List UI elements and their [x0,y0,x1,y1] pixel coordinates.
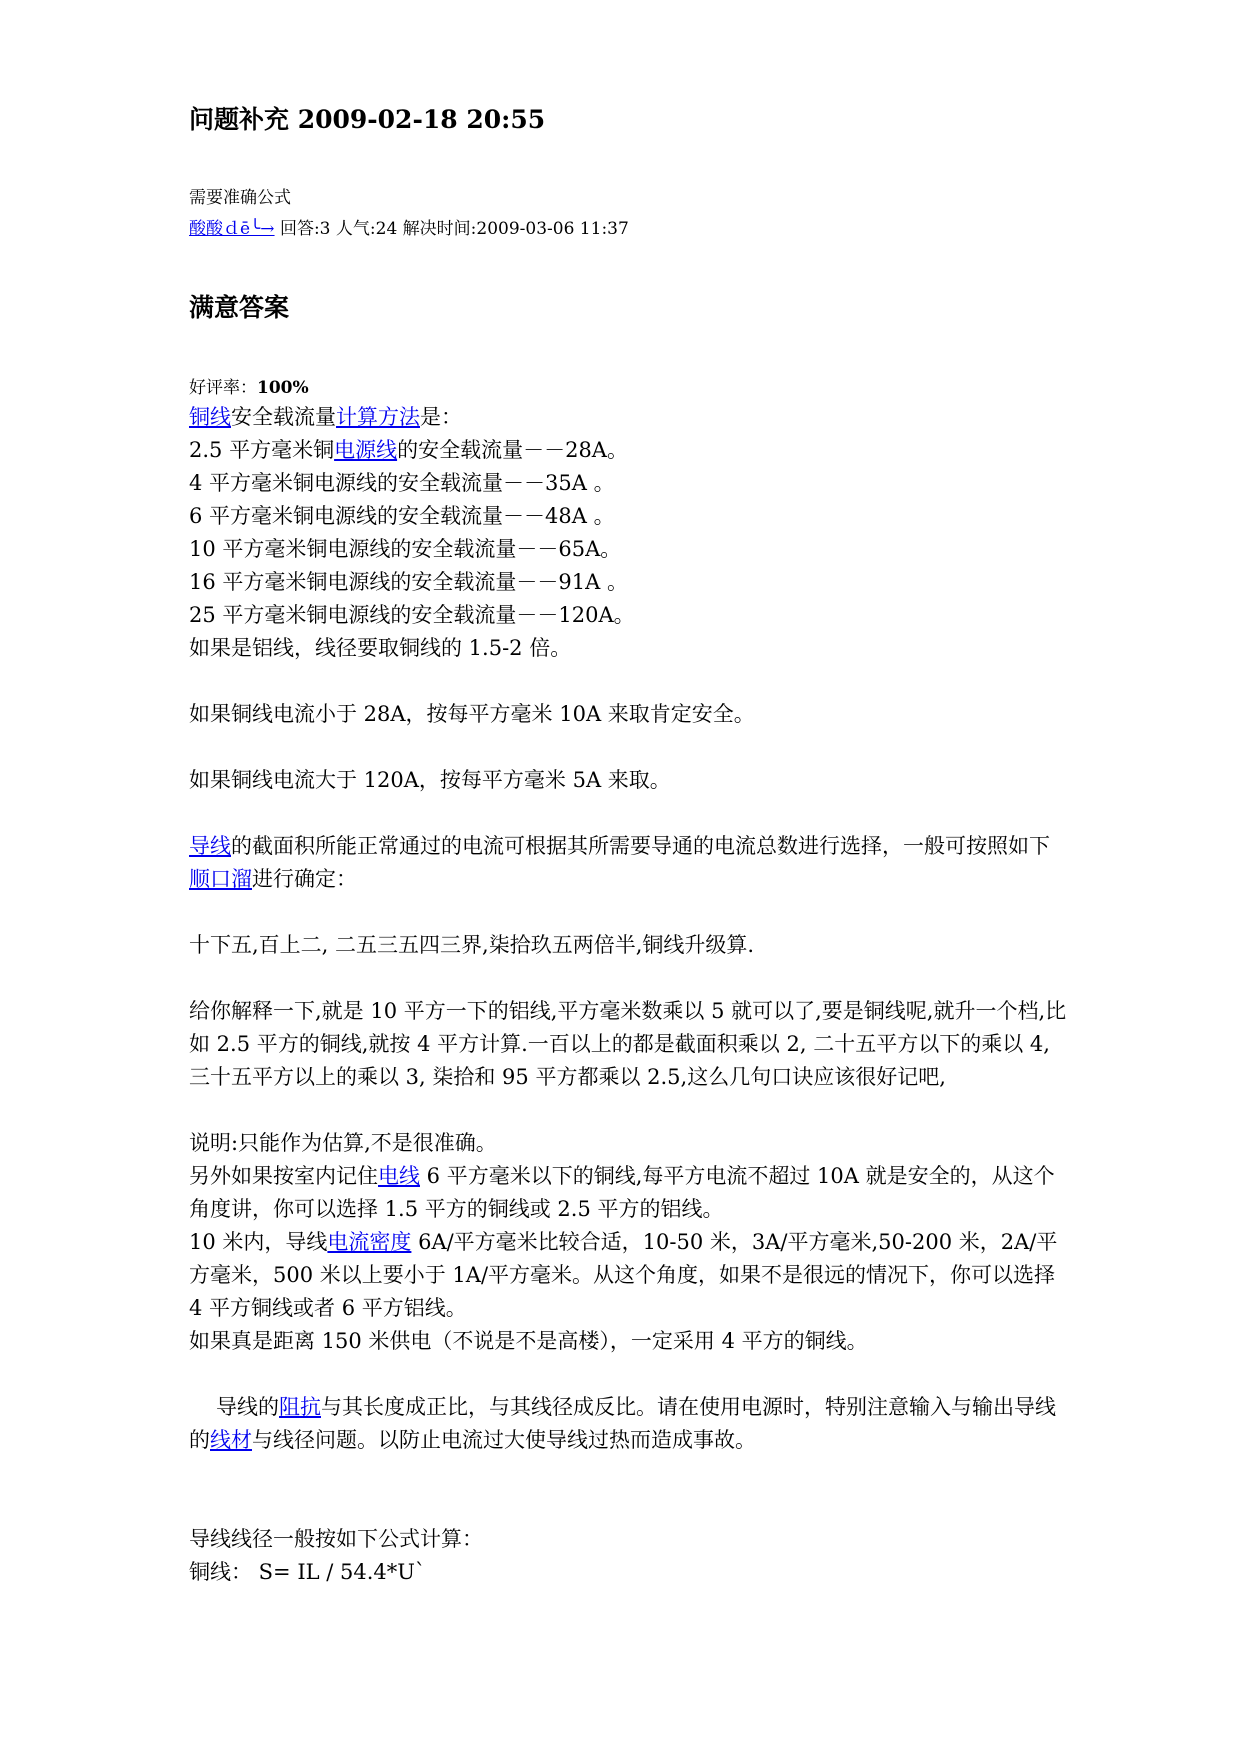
paragraph [189,1226,1069,1325]
link-power-cable[interactable]: 电源线 [334,438,398,462]
paragraph: 4 平方毫米铜电源线的安全载流量－－35A 。 [189,471,615,495]
text: 2.5 平方毫米铜 [189,438,335,462]
text: 6 平方毫米以下的铜线,每平方电流不超过 10A 就是安全的，从这个角度讲，你可以选择 1.5 平方的铜线或 2.5 平方的铝线。 [189,1164,1055,1221]
rating-value: 100% [257,378,309,398]
paragraph [189,1391,1069,1457]
paragraph: 25 平方毫米铜电源线的安全载流量－－120A。 [189,603,635,627]
link-current-density[interactable]: 电流密度 [327,1230,412,1254]
paragraph: 导线线径一般按如下公式计算： [189,1527,483,1551]
text: 10 米内，导线 [189,1230,328,1254]
question-text: 需要准确公式 [189,188,291,208]
question-meta: 回答:3 人气:24 解决时间:2009-03-06 11:37 [274,219,629,239]
link-conductor[interactable]: 导线 [189,834,231,858]
paragraph: 如果铜线电流小于 28A，按每平方毫米 10A 来取肯定安全。 [189,702,755,726]
text: 6A/平方毫米比较合适，10-50 米，3A/平方毫米,50-200 米，2A/平方毫米，500 米以上要小于 1A/平方毫米。从这个角度，如果不是很远的情况下，你可以选择 4 平方铜线或者 6 平方铝线。 [189,1230,1058,1320]
paragraph: 说明:只能作为估算,不是很准确。 [189,1131,497,1155]
link-wire-material[interactable]: 线材 [210,1428,252,1452]
text: 的安全载流量－－28A。 [397,438,628,462]
rating-label: 好评率： [189,378,257,398]
paragraph: 如果真是距离 150 米供电（不说是不是高楼），一定采用 4 平方的铜线。 [189,1329,868,1353]
user-link[interactable]: 酸酸ｄē╰→ [189,219,275,239]
paragraph [189,434,1069,467]
paragraph [189,830,1069,896]
text: 安全载流量 [231,405,336,429]
paragraph: 如果是铝线，线径要取铜线的 1.5-2 倍。 [189,636,572,660]
paragraph: 6 平方毫米铜电源线的安全载流量－－48A 。 [189,504,615,528]
paragraph [189,401,1069,434]
formula-line: 铜线： S= IL / 54.4*U` [189,1560,426,1584]
paragraph: 十下五,百上二, 二五三五四三界,柒拾玖五两倍半,铜线升级算. [189,933,755,957]
question-meta-line [189,214,629,239]
link-jingle[interactable]: 顺口溜 [189,867,252,891]
text: 与线径问题。以防止电流过大使导线过热而造成事故。 [252,1428,756,1452]
answer-body [189,401,1069,1589]
text: 进行确定： [252,867,357,891]
text: 是： [420,405,462,429]
text: 导线的 [216,1395,279,1419]
paragraph: 16 平方毫米铜电源线的安全载流量－－91A 。 [189,570,628,594]
text: 另外如果按室内记住 [189,1164,378,1188]
link-impedance[interactable]: 阻抗 [279,1395,321,1419]
paragraph: 10 平方毫米铜电源线的安全载流量－－65A。 [189,537,622,561]
supplement-title: 问题补充 2009-02-18 20:55 [189,105,546,134]
paragraph: 给你解释一下,就是 10 平方一下的铝线,平方毫米数乘以 5 就可以了,要是铜线呢,就升一个档,比如 2.5 平方的铜线,就按 4 平方计算.一百以上的都是截面积乘以 2, 二十五平方以下的乘以 4, 三十五平方以上的乘以 3, 柒拾和 95 平方都乘以 2.5,这么几句口诀应该很好记吧, [189,999,1067,1089]
paragraph [189,1160,1069,1226]
text: 与其长度成正比，与其线径成反比。请在使用电源时，特别注意输入与输出导线的 [189,1395,1056,1452]
link-electric-wire[interactable]: 电线 [378,1164,420,1188]
link-copper-wire[interactable]: 铜线 [189,405,231,429]
rating-line [189,373,309,398]
paragraph: 如果铜线电流大于 120A，按每平方毫米 5A 来取。 [189,768,671,792]
answer-heading: 满意答案 [189,293,290,322]
text: 的截面积所能正常通过的电流可根据其所需要导通的电流总数进行选择，一般可按照如下 [231,834,1050,858]
link-calc-method[interactable]: 计算方法 [336,405,420,429]
